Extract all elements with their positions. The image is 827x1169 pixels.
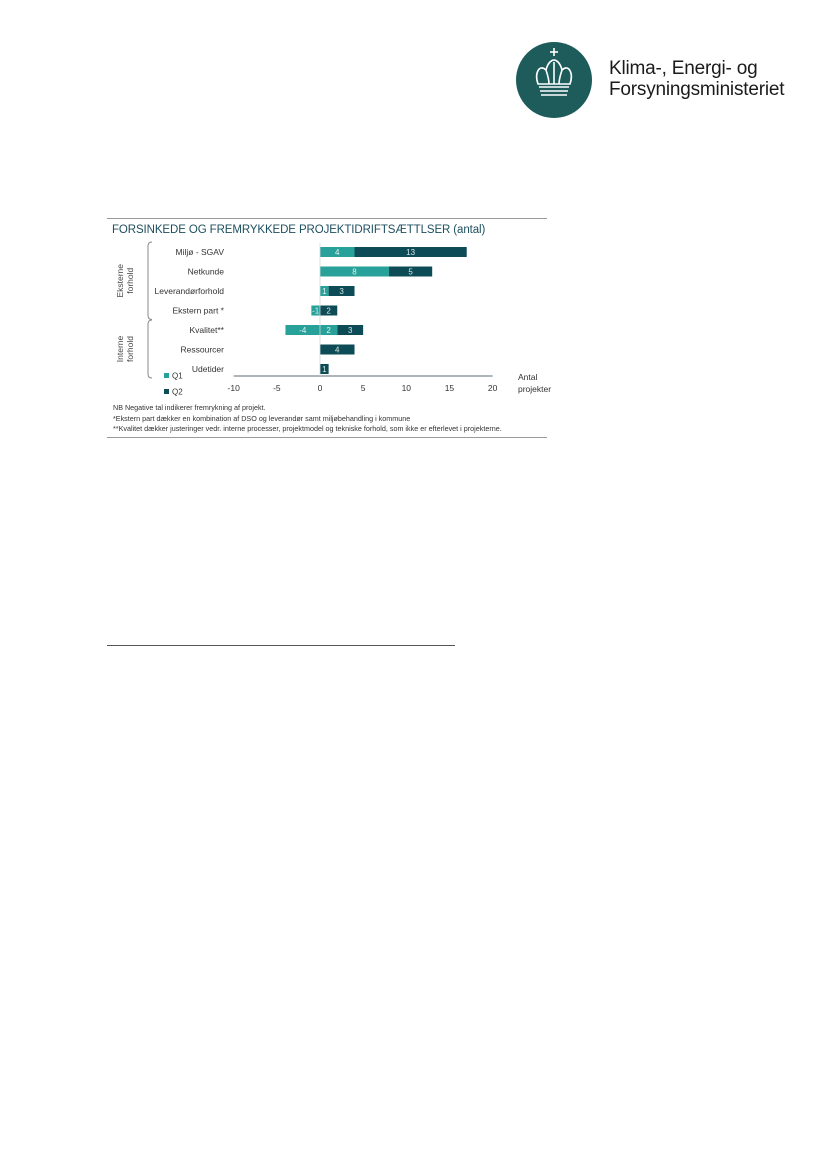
category-label: Leverandørforhold [154, 286, 224, 296]
x-tick-label: 10 [401, 383, 412, 393]
group-label: forhold [125, 267, 135, 294]
bar-chart [106, 238, 556, 402]
bar-data-label: 5 [408, 267, 413, 277]
chart-notes [113, 403, 502, 435]
x-axis-label: projekter [518, 384, 552, 394]
category-label: Ressourcer [180, 344, 224, 355]
note-negative: NB Negative tal indikerer fremrykning af projekt. [113, 403, 266, 412]
category-label: Netkunde [187, 266, 224, 277]
chart-title: FORSINKEDE OG FREMRYKKEDE PROJEKTIDRIFTSÆTTLSER (antal) [112, 224, 486, 236]
group-label: Eksterne [115, 263, 125, 298]
bar-data-label: 1 [322, 287, 327, 296]
legend-label: Q2 [172, 387, 183, 397]
bar-data-label: -1 [312, 306, 320, 316]
chart-top-rule [107, 218, 547, 219]
legend-swatch [164, 373, 169, 378]
x-tick-label: 5 [360, 383, 366, 393]
category-label: Ekstern part * [172, 305, 224, 316]
note-ekstern-part: *Ekstern part dækker en kombination af DSO og leverandør samt miljøbehandling i kommune [113, 413, 411, 423]
ministry-name [609, 58, 784, 100]
crown-icon [516, 42, 592, 118]
group-bracket [148, 320, 152, 378]
ministry-name-line2: Forsyningsministeriet [609, 79, 785, 100]
legend-swatch [164, 389, 169, 394]
x-tick-label: 15 [444, 383, 455, 393]
bar-data-label: 1 [322, 365, 327, 374]
bar-data-label: 13 [406, 248, 416, 257]
chart-bottom-rule [107, 437, 547, 438]
category-label: Kvalitet** [189, 325, 224, 335]
x-tick-label: -5 [273, 383, 281, 393]
x-tick-label: 0 [317, 383, 323, 393]
bar-data-label: 4 [335, 345, 340, 355]
page-divider [107, 645, 455, 646]
bar-data-label: 2 [326, 326, 331, 335]
legend-label: Q1 [172, 371, 183, 381]
bar-data-label: 3 [347, 326, 353, 335]
bar-data-label: 2 [326, 306, 331, 316]
bar-data-label: 4 [335, 248, 340, 257]
category-label: Miljø - SGAV [175, 247, 224, 257]
x-tick-label: -10 [227, 383, 240, 393]
ministry-name-line1: Klima-, Energi- og [609, 58, 758, 79]
bar-data-label: -4 [299, 326, 307, 335]
group-label: Interne [115, 335, 125, 363]
group-bracket [148, 242, 152, 320]
x-tick-label: 20 [487, 383, 498, 393]
category-label: Udetider [191, 364, 224, 374]
group-label: forhold [125, 336, 135, 362]
bar-data-label: 3 [339, 287, 344, 296]
bar-data-label: 8 [352, 267, 357, 277]
note-kvalitet: **Kvalitet dækker justeringer vedr. interne processer, projektmodel og tekniske forhold, som ikke er efterlevet i projekterne. [113, 424, 502, 433]
ministry-logo [516, 42, 592, 118]
x-axis-label: Antal [518, 372, 538, 382]
